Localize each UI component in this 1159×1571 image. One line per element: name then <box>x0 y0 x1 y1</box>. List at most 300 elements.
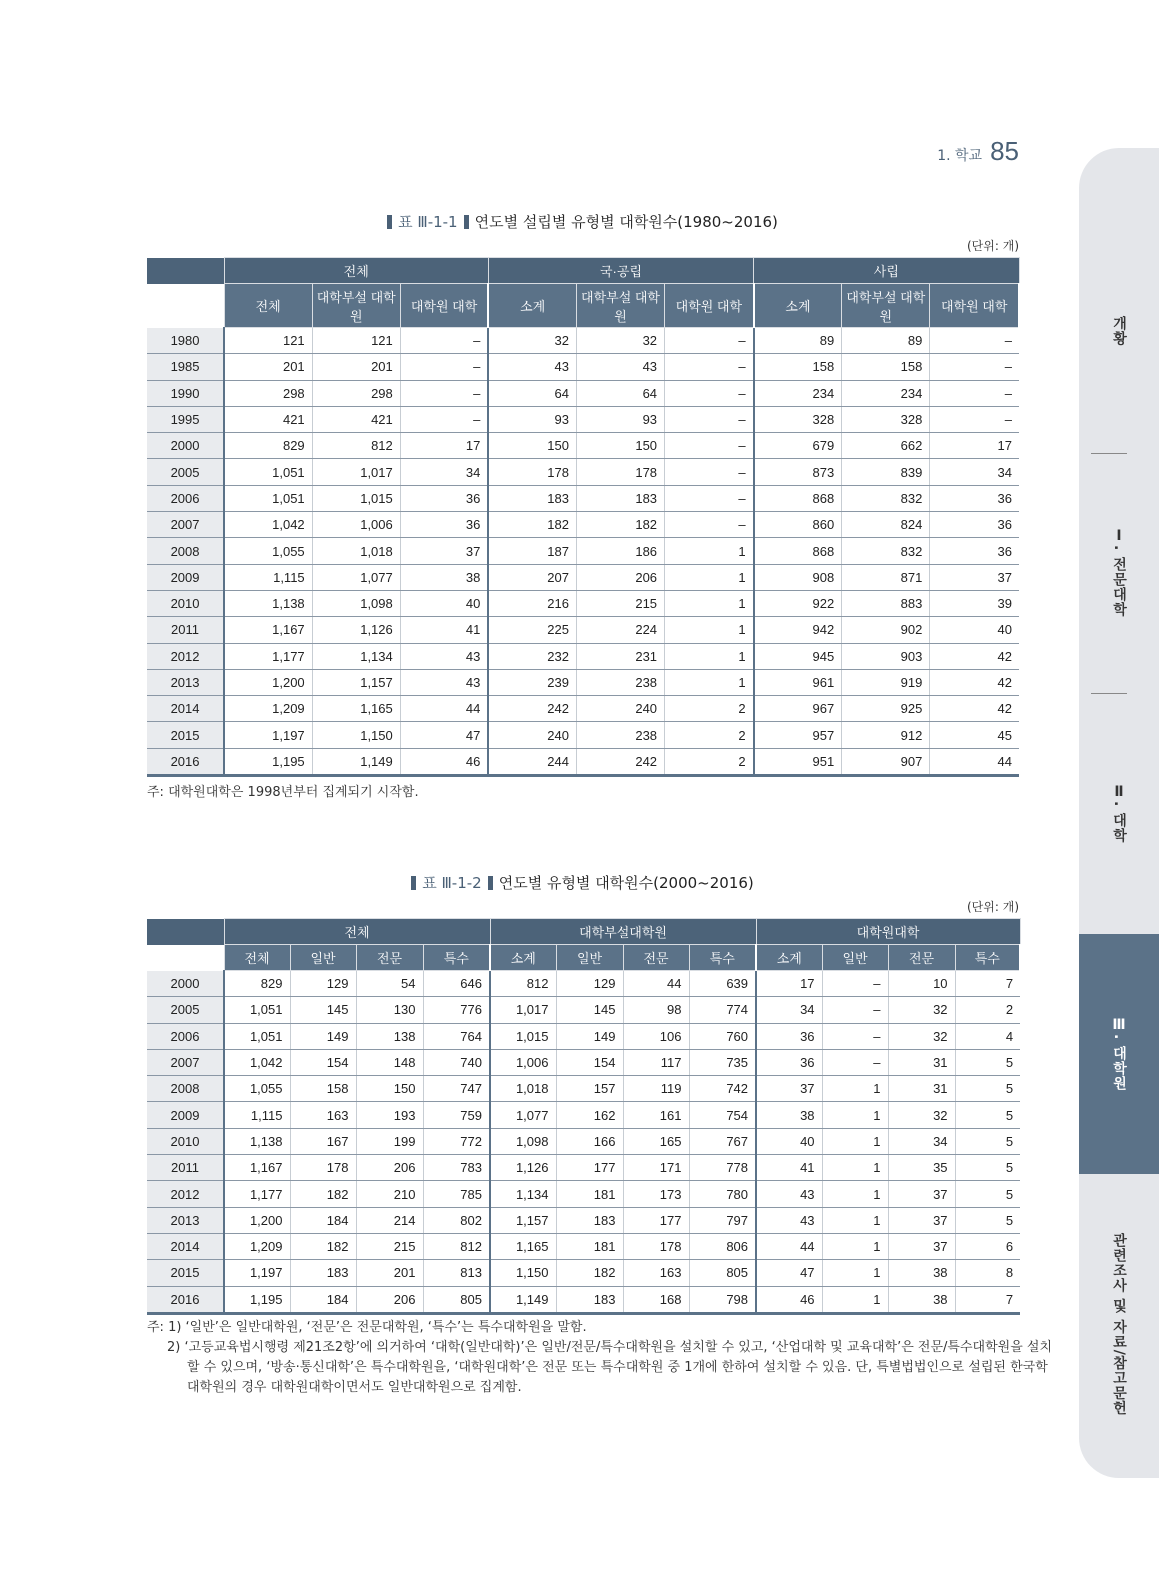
value-cell: 1,077 <box>312 564 400 590</box>
value-cell: 942 <box>754 617 842 643</box>
tab-graduate-school[interactable] <box>1079 934 1159 1174</box>
value-cell: 138 <box>356 1023 423 1049</box>
value-cell: 1,077 <box>490 1102 556 1128</box>
column-header: 대학부설 대학원 <box>842 284 930 328</box>
value-cell: 2 <box>665 696 754 722</box>
value-cell: 908 <box>754 564 842 590</box>
value-cell: 780 <box>689 1181 756 1207</box>
value-cell: 1 <box>665 590 754 616</box>
tab-overview[interactable] <box>1079 208 1159 453</box>
value-cell: 1,051 <box>224 459 312 485</box>
value-cell: 162 <box>556 1102 623 1128</box>
value-cell: 199 <box>356 1128 423 1154</box>
tab-university[interactable] <box>1079 694 1159 934</box>
value-cell: 183 <box>488 485 576 511</box>
value-cell: 298 <box>224 380 312 406</box>
table-row <box>147 997 1020 1023</box>
year-cell: 2010 <box>147 1128 224 1154</box>
value-cell: 43 <box>400 643 488 669</box>
table-row <box>147 433 1019 459</box>
value-cell: 154 <box>290 1049 356 1075</box>
table-row <box>147 748 1019 775</box>
value-cell: 34 <box>888 1128 955 1154</box>
value-cell: 1,165 <box>490 1233 556 1259</box>
value-cell: 40 <box>400 590 488 616</box>
value-cell: 238 <box>576 722 664 748</box>
year-cell: 2008 <box>147 538 224 564</box>
value-cell: 1,115 <box>224 1102 290 1128</box>
value-cell: 957 <box>754 722 842 748</box>
value-cell: 2 <box>665 748 754 775</box>
value-cell: – <box>930 380 1019 406</box>
value-cell: 45 <box>930 722 1019 748</box>
value-cell: 839 <box>842 459 930 485</box>
value-cell: 907 <box>842 748 930 775</box>
value-cell: 193 <box>356 1102 423 1128</box>
note-line: 2) ‘고등교육법시행령 제21조2항’에 의거하여 ‘대학(일반대학)’은 일반/전문/특수대학원을 설치할 수 있고, ‘산업대학 및 교육대학’은 전문/특수대학원을 설치할 수 있으며, ‘방송·통신대학’은 특수대학원을, ‘대학원대학’은 전문 또는 특수대학원 중 1개에 한하여 설치할 수 있음. 단, 특별법법인으로 설립된 한국학대학원의 경우 대학원대학이면서도 일반대학원으로 집계함. <box>167 1340 1053 1395</box>
value-cell: 130 <box>356 997 423 1023</box>
value-cell: 10 <box>888 971 955 997</box>
value-cell: 42 <box>930 696 1019 722</box>
value-cell: 38 <box>888 1260 955 1286</box>
value-cell: – <box>930 354 1019 380</box>
value-cell: 178 <box>576 459 664 485</box>
value-cell: 163 <box>290 1102 356 1128</box>
value-cell: 298 <box>312 380 400 406</box>
value-cell: 158 <box>754 354 842 380</box>
value-cell: 178 <box>488 459 576 485</box>
value-cell: 1,134 <box>490 1181 556 1207</box>
value-cell: 1,098 <box>490 1128 556 1154</box>
value-cell: 832 <box>842 485 930 511</box>
value-cell: 832 <box>842 538 930 564</box>
table1-unit: (단위: 개) <box>967 239 1019 253</box>
value-cell: 1,134 <box>312 643 400 669</box>
value-cell: 167 <box>290 1128 356 1154</box>
value-cell: 1,051 <box>224 1023 290 1049</box>
year-cell: 2011 <box>147 617 224 643</box>
caption-marker <box>387 215 392 229</box>
value-cell: 41 <box>756 1155 822 1181</box>
tab-label: Ⅰ. 전문대학 <box>1111 528 1127 618</box>
value-cell: 1,055 <box>224 538 312 564</box>
value-cell: – <box>665 354 754 380</box>
value-cell: 44 <box>756 1233 822 1259</box>
year-cell: 2009 <box>147 1102 224 1128</box>
value-cell: 44 <box>623 971 689 997</box>
column-header: 특수 <box>423 945 490 971</box>
value-cell: 1,167 <box>224 617 312 643</box>
value-cell: 44 <box>930 748 1019 775</box>
value-cell: 5 <box>955 1155 1020 1181</box>
value-cell: 805 <box>423 1286 490 1313</box>
value-cell: 149 <box>290 1023 356 1049</box>
value-cell: 89 <box>842 328 930 354</box>
value-cell: 662 <box>842 433 930 459</box>
value-cell: 1,115 <box>224 564 312 590</box>
value-cell: 41 <box>400 617 488 643</box>
value-cell: 2 <box>665 722 754 748</box>
column-header: 특수 <box>689 945 756 971</box>
value-cell: 54 <box>356 971 423 997</box>
table2-caption <box>0 872 1159 893</box>
value-cell: 206 <box>356 1286 423 1313</box>
value-cell: 166 <box>556 1128 623 1154</box>
caption-marker <box>411 876 416 890</box>
value-cell: 776 <box>423 997 490 1023</box>
value-cell: 1,177 <box>224 643 312 669</box>
value-cell: – <box>400 328 488 354</box>
value-cell: 32 <box>576 328 664 354</box>
year-cell: 2007 <box>147 1049 224 1075</box>
year-cell: 2014 <box>147 1233 224 1259</box>
table-row <box>147 1207 1020 1233</box>
year-cell: 2013 <box>147 1207 224 1233</box>
table1-caption <box>0 211 1159 232</box>
year-cell: 1995 <box>147 406 224 432</box>
value-cell: 829 <box>224 433 312 459</box>
value-cell: 64 <box>488 380 576 406</box>
value-cell: 106 <box>623 1023 689 1049</box>
value-cell: 806 <box>689 1233 756 1259</box>
value-cell: – <box>665 328 754 354</box>
column-header: 소계 <box>756 945 822 971</box>
value-cell: 735 <box>689 1049 756 1075</box>
value-cell: 805 <box>689 1260 756 1286</box>
value-cell: 868 <box>754 485 842 511</box>
value-cell: 328 <box>842 406 930 432</box>
value-cell: 44 <box>400 696 488 722</box>
value-cell: 1,209 <box>224 696 312 722</box>
value-cell: 1,051 <box>224 485 312 511</box>
table1-note: 주: 대학원대학은 1998년부터 집계되기 시작함. <box>147 785 419 800</box>
value-cell: 767 <box>689 1128 756 1154</box>
tab-junior-college[interactable] <box>1079 454 1159 692</box>
table2-title: 연도별 유형별 대학원수(2000~2016) <box>498 874 754 892</box>
value-cell: 93 <box>488 406 576 432</box>
value-cell: 37 <box>888 1233 955 1259</box>
value-cell: 184 <box>290 1286 356 1313</box>
value-cell: 224 <box>576 617 664 643</box>
value-cell: 1,042 <box>224 512 312 538</box>
value-cell: 1,177 <box>224 1181 290 1207</box>
value-cell: 1,098 <box>312 590 400 616</box>
value-cell: 121 <box>312 328 400 354</box>
table1-label: 표 Ⅲ-1-1 <box>398 213 458 231</box>
value-cell: – <box>665 380 754 406</box>
table-row <box>147 643 1019 669</box>
year-cell: 2006 <box>147 485 224 511</box>
value-cell: 161 <box>623 1102 689 1128</box>
value-cell: 5 <box>955 1102 1020 1128</box>
value-cell: – <box>665 406 754 432</box>
value-cell: 244 <box>488 748 576 775</box>
value-cell: – <box>400 380 488 406</box>
value-cell: 239 <box>488 669 576 695</box>
value-cell: 903 <box>842 643 930 669</box>
value-cell: 1 <box>822 1207 888 1233</box>
value-cell: 42 <box>930 669 1019 695</box>
year-cell: 2013 <box>147 669 224 695</box>
year-cell: 1980 <box>147 328 224 354</box>
column-header: 대학원 대학 <box>665 284 754 328</box>
column-header: 소계 <box>488 284 576 328</box>
value-cell: 31 <box>888 1076 955 1102</box>
column-header: 일반 <box>822 945 888 971</box>
value-cell: 149 <box>556 1023 623 1049</box>
value-cell: 47 <box>756 1260 822 1286</box>
value-cell: 34 <box>930 459 1019 485</box>
value-cell: 922 <box>754 590 842 616</box>
value-cell: 157 <box>556 1076 623 1102</box>
note-line: 주: 1) ‘일반’은 일반대학원, ‘전문’은 전문대학원, ‘특수’는 특수대학원을 말함. <box>147 1320 587 1335</box>
table1-title: 연도별 설립별 유형별 대학원수(1980~2016) <box>474 213 778 231</box>
value-cell: 1,200 <box>224 1207 290 1233</box>
value-cell: 182 <box>290 1181 356 1207</box>
value-cell: 37 <box>888 1181 955 1207</box>
value-cell: 42 <box>930 643 1019 669</box>
value-cell: 5 <box>955 1181 1020 1207</box>
value-cell: 774 <box>689 997 756 1023</box>
value-cell: 1,197 <box>224 1260 290 1286</box>
table-row <box>147 1102 1020 1128</box>
table-row <box>147 380 1019 406</box>
value-cell: – <box>665 433 754 459</box>
value-cell: 43 <box>756 1181 822 1207</box>
value-cell: 1,149 <box>312 748 400 775</box>
table-row <box>147 512 1019 538</box>
table2-unit: (단위: 개) <box>967 900 1019 914</box>
value-cell: 1 <box>665 564 754 590</box>
value-cell: 1 <box>822 1233 888 1259</box>
value-cell: 183 <box>556 1207 623 1233</box>
table-row <box>147 485 1019 511</box>
value-cell: 158 <box>290 1076 356 1102</box>
value-cell: 177 <box>623 1207 689 1233</box>
value-cell: 4 <box>955 1023 1020 1049</box>
value-cell: 240 <box>488 722 576 748</box>
value-cell: 37 <box>756 1076 822 1102</box>
value-cell: 242 <box>488 696 576 722</box>
value-cell: 783 <box>423 1155 490 1181</box>
value-cell: 168 <box>623 1286 689 1313</box>
value-cell: 148 <box>356 1049 423 1075</box>
value-cell: 38 <box>888 1286 955 1313</box>
value-cell: 163 <box>623 1260 689 1286</box>
value-cell: 93 <box>576 406 664 432</box>
value-cell: 812 <box>423 1233 490 1259</box>
value-cell: 150 <box>576 433 664 459</box>
value-cell: 158 <box>842 354 930 380</box>
year-cell: 2006 <box>147 1023 224 1049</box>
value-cell: 824 <box>842 512 930 538</box>
section-label: 1. 학교 <box>937 148 983 164</box>
value-cell: 64 <box>576 380 664 406</box>
value-cell: 17 <box>400 433 488 459</box>
value-cell: 1 <box>665 617 754 643</box>
value-cell: 5 <box>955 1128 1020 1154</box>
value-cell: 121 <box>224 328 312 354</box>
value-cell: – <box>822 1023 888 1049</box>
value-cell: 925 <box>842 696 930 722</box>
value-cell: 883 <box>842 590 930 616</box>
value-cell: 961 <box>754 669 842 695</box>
value-cell: – <box>665 459 754 485</box>
value-cell: 5 <box>955 1207 1020 1233</box>
value-cell: – <box>930 328 1019 354</box>
value-cell: 1 <box>822 1155 888 1181</box>
value-cell: 35 <box>888 1155 955 1181</box>
value-cell: 36 <box>756 1023 822 1049</box>
value-cell: 38 <box>400 564 488 590</box>
value-cell: 785 <box>423 1181 490 1207</box>
year-cell: 2009 <box>147 564 224 590</box>
table-row <box>147 538 1019 564</box>
value-cell: 421 <box>224 406 312 432</box>
value-cell: 36 <box>930 485 1019 511</box>
value-cell: 1,195 <box>224 748 312 775</box>
table-row <box>147 722 1019 748</box>
value-cell: 679 <box>754 433 842 459</box>
value-cell: 812 <box>312 433 400 459</box>
value-cell: 46 <box>756 1286 822 1313</box>
value-cell: 182 <box>290 1233 356 1259</box>
value-cell: 8 <box>955 1260 1020 1286</box>
corner-cell <box>147 919 224 945</box>
value-cell: – <box>400 406 488 432</box>
value-cell: 1,017 <box>490 997 556 1023</box>
year-cell: 2000 <box>147 971 224 997</box>
value-cell: 129 <box>556 971 623 997</box>
value-cell: 234 <box>842 380 930 406</box>
column-header: 전체 <box>224 945 290 971</box>
value-cell: 154 <box>556 1049 623 1075</box>
value-cell: 1,051 <box>224 997 290 1023</box>
value-cell: 873 <box>754 459 842 485</box>
group-header: 전체 <box>224 258 488 284</box>
value-cell: 37 <box>930 564 1019 590</box>
table-row <box>147 1049 1020 1075</box>
value-cell: 1,006 <box>490 1049 556 1075</box>
value-cell: 747 <box>423 1076 490 1102</box>
group-header: 대학부설대학원 <box>490 919 756 945</box>
value-cell: 1 <box>822 1286 888 1313</box>
value-cell: 242 <box>576 748 664 775</box>
year-cell: 2005 <box>147 459 224 485</box>
value-cell: 7 <box>955 971 1020 997</box>
value-cell: 951 <box>754 748 842 775</box>
column-header: 대학원 대학 <box>930 284 1019 328</box>
value-cell: 215 <box>576 590 664 616</box>
value-cell: 171 <box>623 1155 689 1181</box>
value-cell: 328 <box>754 406 842 432</box>
page-number: 85 <box>990 136 1019 166</box>
value-cell: 967 <box>754 696 842 722</box>
value-cell: 754 <box>689 1102 756 1128</box>
value-cell: 186 <box>576 538 664 564</box>
value-cell: 182 <box>576 512 664 538</box>
value-cell: 1,126 <box>312 617 400 643</box>
year-cell: 2000 <box>147 433 224 459</box>
year-cell: 2011 <box>147 1155 224 1181</box>
value-cell: 183 <box>556 1286 623 1313</box>
value-cell: 1 <box>665 669 754 695</box>
value-cell: 812 <box>490 971 556 997</box>
value-cell: 1,157 <box>490 1207 556 1233</box>
value-cell: 1,167 <box>224 1155 290 1181</box>
value-cell: 38 <box>756 1102 822 1128</box>
year-cell: 1990 <box>147 380 224 406</box>
value-cell: 43 <box>576 354 664 380</box>
column-header: 대학원 대학 <box>400 284 488 328</box>
value-cell: 1 <box>822 1181 888 1207</box>
value-cell: 43 <box>488 354 576 380</box>
column-header: 특수 <box>955 945 1020 971</box>
value-cell: 37 <box>888 1207 955 1233</box>
table-row <box>147 669 1019 695</box>
value-cell: 43 <box>400 669 488 695</box>
value-cell: 183 <box>576 485 664 511</box>
value-cell: – <box>665 485 754 511</box>
value-cell: 165 <box>623 1128 689 1154</box>
tab-label: Ⅲ. 대학원 <box>1111 1016 1127 1092</box>
value-cell: 182 <box>556 1260 623 1286</box>
value-cell: 1 <box>665 643 754 669</box>
value-cell: 639 <box>689 971 756 997</box>
value-cell: 39 <box>930 590 1019 616</box>
value-cell: 871 <box>842 564 930 590</box>
table-row <box>147 354 1019 380</box>
group-header: 국·공립 <box>488 258 753 284</box>
value-cell: 740 <box>423 1049 490 1075</box>
tab-references[interactable] <box>1079 1174 1159 1474</box>
value-cell: 207 <box>488 564 576 590</box>
value-cell: 234 <box>754 380 842 406</box>
table2-notes <box>147 1318 1057 1398</box>
value-cell: 181 <box>556 1181 623 1207</box>
value-cell: 802 <box>423 1207 490 1233</box>
table-row <box>147 590 1019 616</box>
value-cell: 759 <box>423 1102 490 1128</box>
value-cell: 47 <box>400 722 488 748</box>
value-cell: 178 <box>290 1155 356 1181</box>
table-row <box>147 1286 1020 1313</box>
value-cell: – <box>665 512 754 538</box>
value-cell: 798 <box>689 1286 756 1313</box>
table-row <box>147 971 1020 997</box>
value-cell: 7 <box>955 1286 1020 1313</box>
value-cell: 860 <box>754 512 842 538</box>
value-cell: 1 <box>822 1102 888 1128</box>
year-cell: 2008 <box>147 1076 224 1102</box>
value-cell: 772 <box>423 1128 490 1154</box>
value-cell: 1,209 <box>224 1233 290 1259</box>
value-cell: – <box>400 354 488 380</box>
value-cell: 177 <box>556 1155 623 1181</box>
column-header: 일반 <box>556 945 623 971</box>
value-cell: 183 <box>290 1260 356 1286</box>
value-cell: 40 <box>756 1128 822 1154</box>
table-row <box>147 617 1019 643</box>
value-cell: 1 <box>822 1128 888 1154</box>
value-cell: 764 <box>423 1023 490 1049</box>
value-cell: 178 <box>623 1233 689 1259</box>
value-cell: 1 <box>822 1260 888 1286</box>
value-cell: – <box>930 406 1019 432</box>
group-header: 대학원대학 <box>756 919 1020 945</box>
value-cell: 214 <box>356 1207 423 1233</box>
value-cell: 240 <box>576 696 664 722</box>
